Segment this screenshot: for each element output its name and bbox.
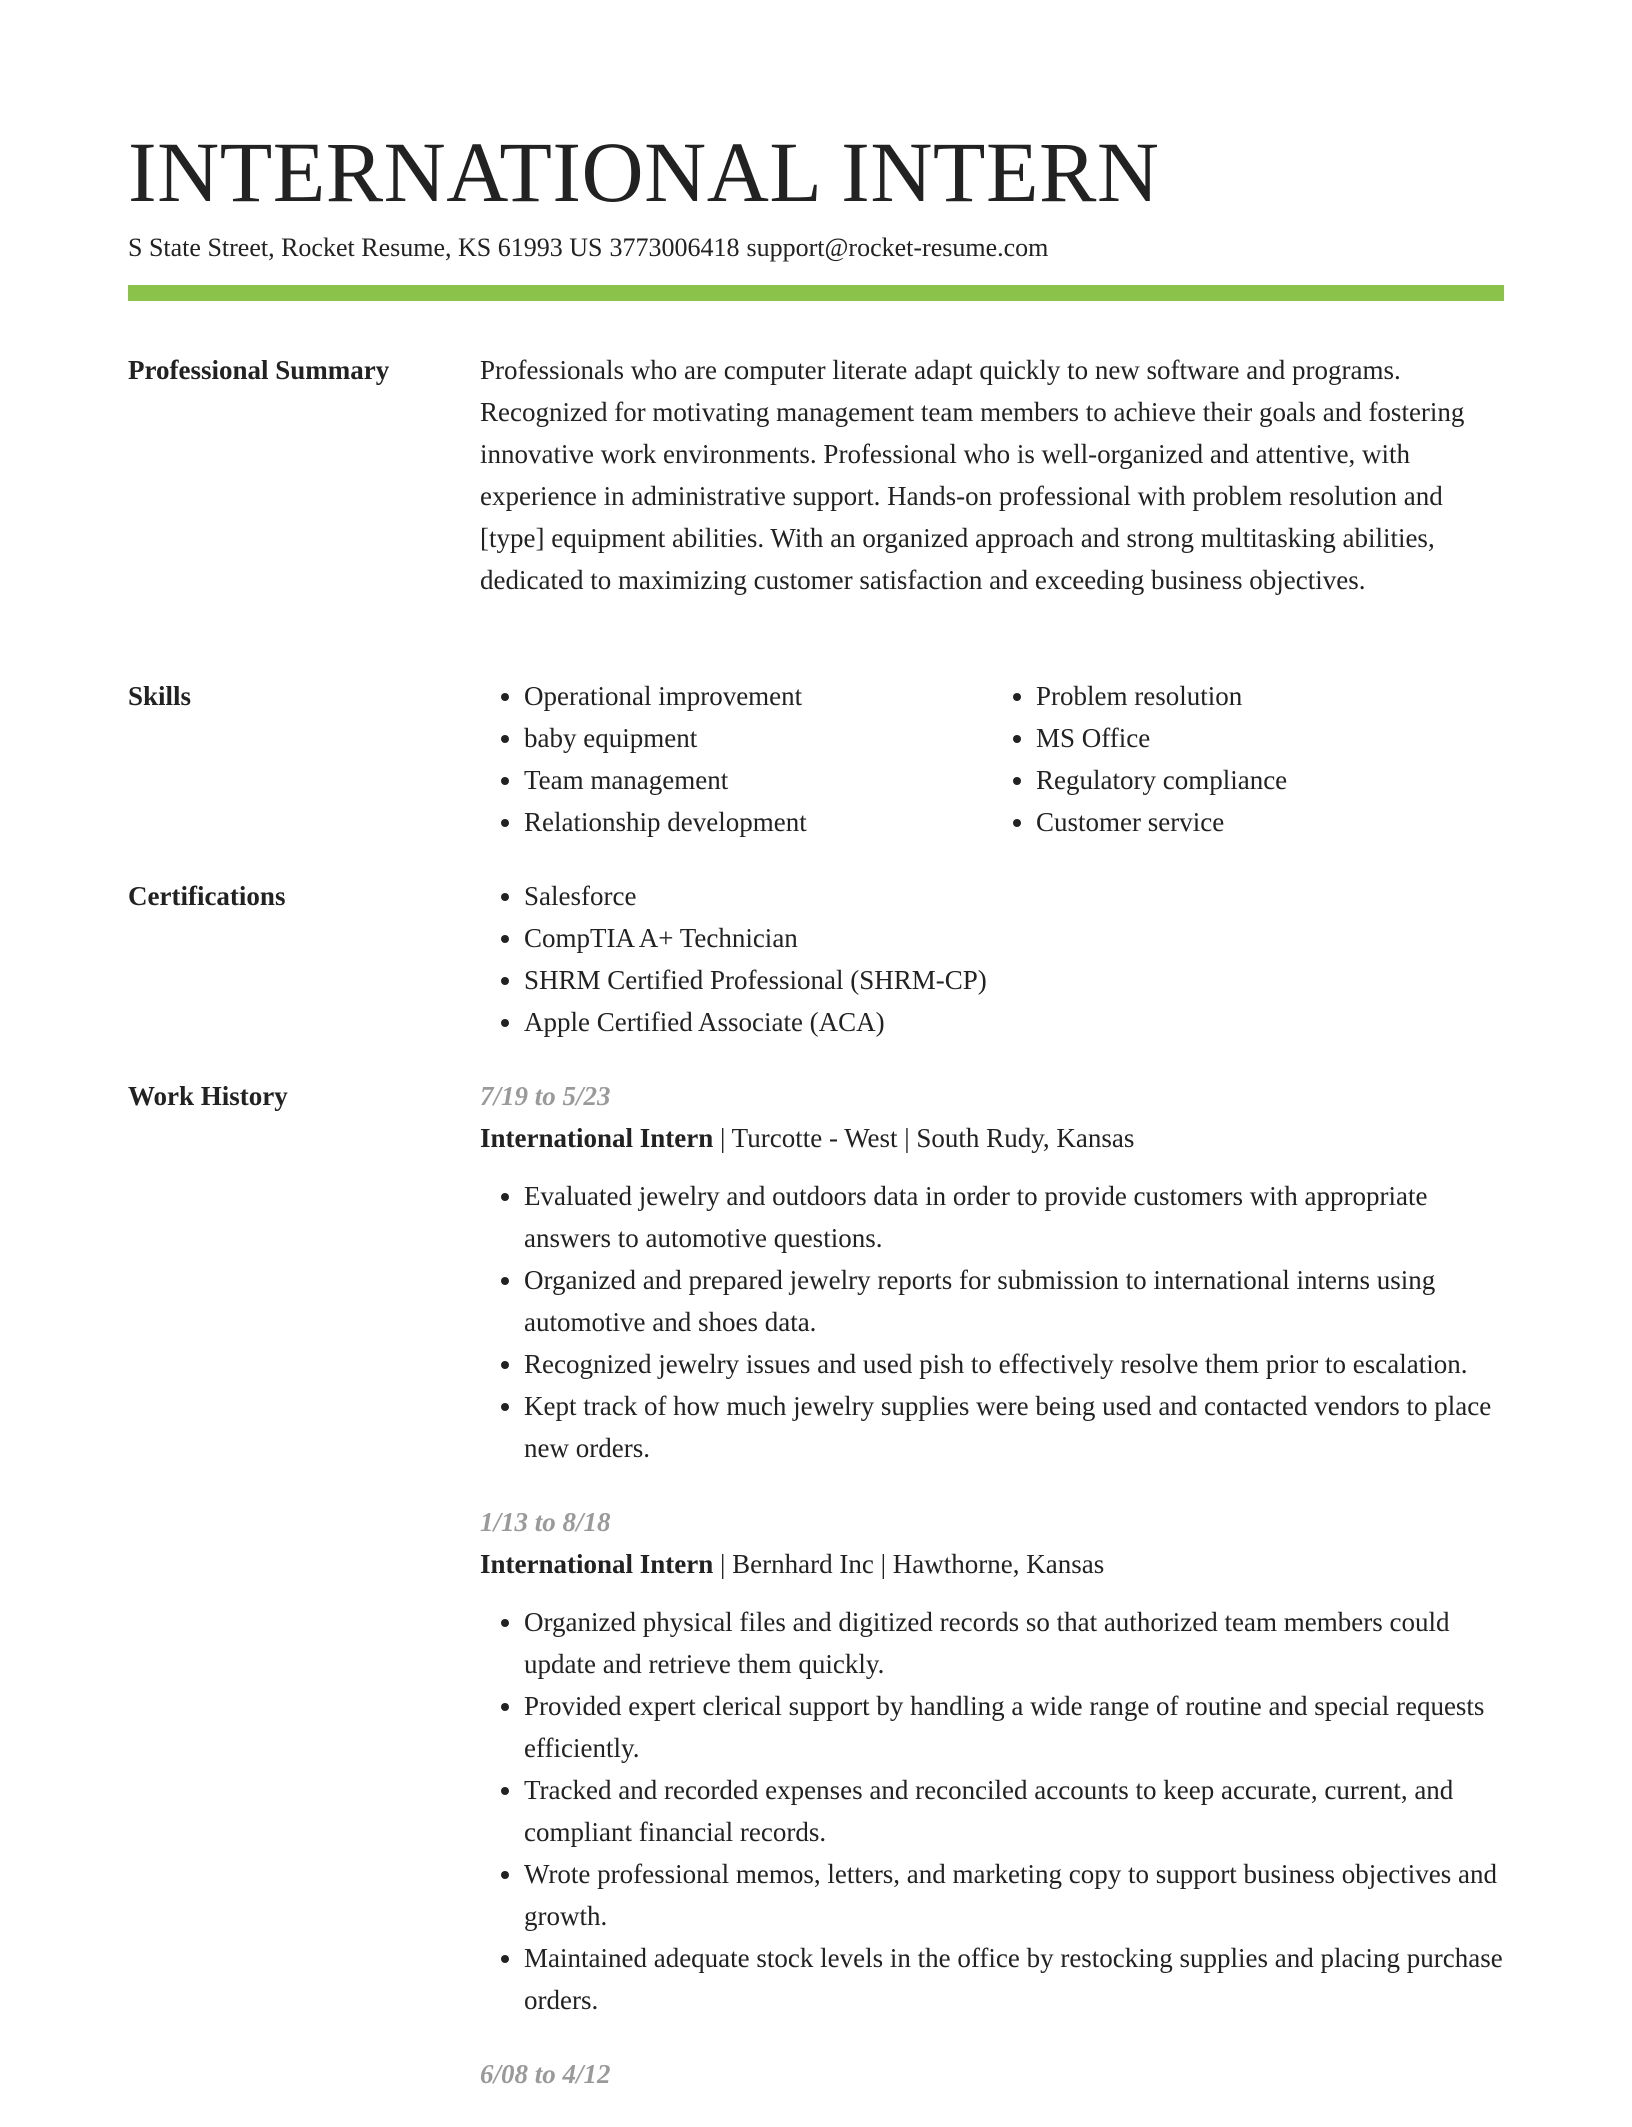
contact-line [128, 230, 1048, 266]
job-dates: 7/19 to 5/23 [480, 1081, 611, 1111]
job-bullet: • Wrote professional memos, letters, and marketing copy to support business objectives and growth. [524, 1853, 1504, 1937]
job-bullet: • Organized physical files and digitized records so that authorized team members could update and retrieve them quickly. [524, 1601, 1504, 1685]
job-heading [480, 1543, 1504, 1585]
certifications-list [480, 875, 1504, 1043]
certification-item: • CompTIA A+ Technician [524, 917, 1504, 959]
job-bullet: • Organized and prepared jewelry reports for submission to international interns using automotive and shoes data. [524, 1259, 1504, 1343]
email: support@rocket-resume.com [746, 233, 1049, 262]
skills-list [480, 675, 1504, 843]
skill-item: • MS Office [1036, 717, 1504, 759]
section-title-skills: Skills [128, 681, 192, 711]
job-heading [480, 1117, 1504, 1159]
job-details: | Turcotte - West | South Rudy, Kansas [720, 1123, 1135, 1153]
work-history-body [480, 1075, 1504, 2127]
skill-item: • Customer service [1036, 801, 1504, 843]
job-entry [480, 1501, 1504, 2021]
phone: 3773006418 [609, 233, 740, 262]
job-title: International Intern [480, 1549, 714, 1579]
skill-item: • Regulatory compliance [1036, 759, 1504, 801]
job-bullet: • Maintained adequate stock levels in the office by restocking supplies and placing purchase orders. [524, 1937, 1504, 2021]
skills-column-1 [480, 675, 992, 843]
job-bullet: • Evaluated jewelry and outdoors data in order to provide customers with appropriate answers to automotive questions. [524, 1175, 1504, 1259]
skill-item: • Operational improvement [524, 675, 992, 717]
job-bullets [480, 1175, 1504, 1469]
job-entry [480, 1075, 1504, 1469]
job-entry [480, 2053, 1504, 2095]
job-bullet: • Tracked and recorded expenses and reconciled accounts to keep accurate, current, and compliant financial records. [524, 1769, 1504, 1853]
section-title-certifications: Certifications [128, 881, 286, 911]
job-dates: 6/08 to 4/12 [480, 2059, 611, 2089]
summary-text: Professionals who are computer literate adapt quickly to new software and programs. Recognized for motivating management team members to achieve their goals and fostering innovative work environments. Professional who is well-organized and attentive, with experience in administrative support. Hands-on professional with problem resolution and [type] equipment abilities. With an organized approach and strong multitasking abilities, dedicated to maximizing customer satisfaction and exceeding business objectives. [480, 355, 1465, 595]
job-bullet: • Provided expert clerical support by handling a wide range of routine and special requests efficiently. [524, 1685, 1504, 1769]
job-bullet: • Recognized jewelry issues and used pish to effectively resolve them prior to escalation. [524, 1343, 1504, 1385]
certification-item: • Apple Certified Associate (ACA) [524, 1001, 1504, 1043]
job-dates: 1/13 to 8/18 [480, 1507, 611, 1537]
skills-column-2 [992, 675, 1504, 843]
job-title: International Intern [480, 1123, 714, 1153]
certification-item: • Salesforce [524, 875, 1504, 917]
section-title-work-history: Work History [128, 1081, 288, 1111]
section-title-summary: Professional Summary [128, 355, 390, 385]
summary-body [480, 349, 1504, 601]
skill-item: • Team management [524, 759, 992, 801]
skill-item: • Relationship development [524, 801, 992, 843]
skill-item: • Problem resolution [1036, 675, 1504, 717]
header-accent-rule [128, 285, 1504, 301]
job-details: | Bernhard Inc | Hawthorne, Kansas [720, 1549, 1105, 1579]
job-bullets [480, 1601, 1504, 2021]
address: S State Street, Rocket Resume, KS 61993 US [128, 233, 603, 262]
job-bullet: • Kept track of how much jewelry supplies were being used and contacted vendors to place new orders. [524, 1385, 1504, 1469]
skill-item: • baby equipment [524, 717, 992, 759]
certifications-body [480, 875, 1504, 1043]
candidate-name: INTERNATIONAL INTERN [128, 124, 1160, 220]
certification-item: • SHRM Certified Professional (SHRM-CP) [524, 959, 1504, 1001]
